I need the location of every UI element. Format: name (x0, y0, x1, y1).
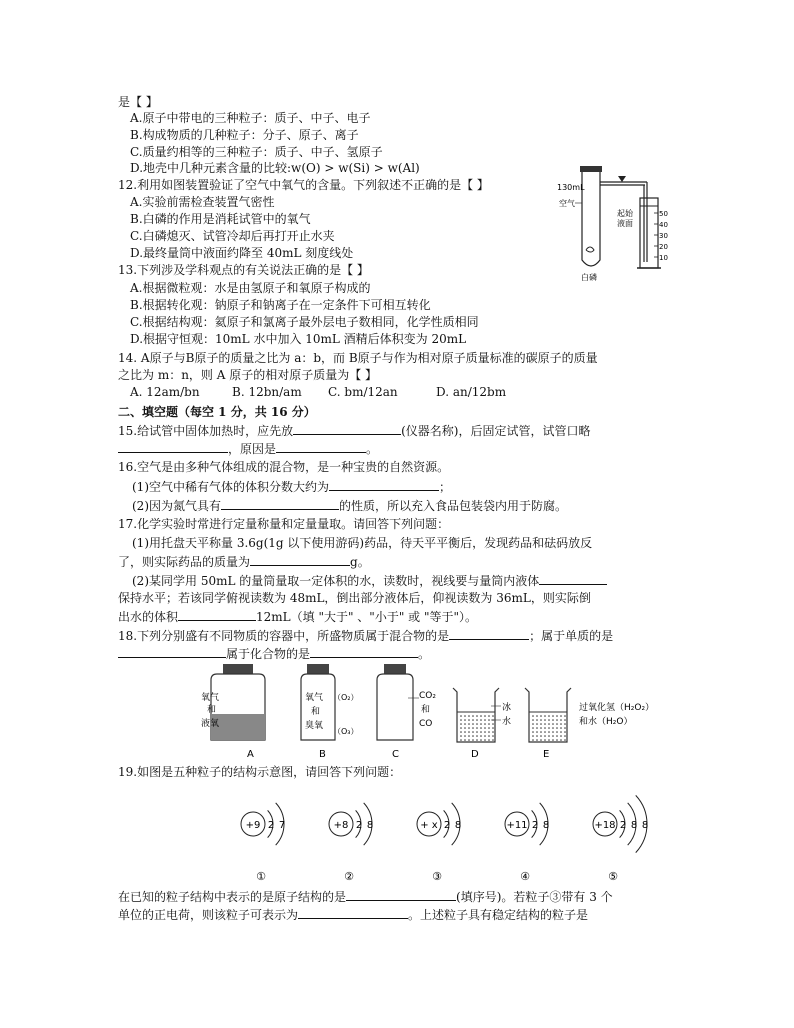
q18-blank-3[interactable] (310, 645, 418, 658)
q17-blank-3[interactable] (178, 608, 256, 621)
shell-electron-count: 8 (641, 820, 649, 831)
q11-option-a: A.原子中带电的三种粒子：质子、中子、电子 (130, 111, 371, 125)
q15-blank-3[interactable] (276, 440, 366, 453)
particle-diagram (593, 795, 648, 883)
nucleus-charge: +9 (245, 820, 261, 831)
q15-blank-2[interactable] (118, 440, 228, 453)
q15-blank-1[interactable] (293, 422, 401, 435)
q19-text-1: 在已知的粒子结构中表示的是原子结构的是 (118, 890, 347, 904)
q19-line-1 (118, 888, 613, 905)
q13-stem: 13.下列涉及学科观点的有关说法正确的是【 】 (118, 263, 369, 277)
q17-blank-1[interactable] (250, 553, 350, 566)
apparatus-level-label-1: 起始 (617, 209, 633, 218)
container-b-line-1: 氧气 (305, 693, 324, 703)
q17-part2-line-3 (118, 608, 477, 625)
q15-line-1 (118, 422, 590, 439)
q13-option-c: C.根据结构观：氦原子和氯离子最外层电子数相同，化学性质相同 (130, 315, 479, 329)
q11-option-c: C.质量约相等的三种粒子：质子、中子、氢原子 (130, 145, 383, 159)
container-b-label: B (319, 749, 326, 760)
particle-diagram (241, 803, 285, 883)
q19-text-2: (填序号)。若粒子③带有 3 个 (456, 890, 613, 904)
beaker-e-label: E (543, 749, 550, 760)
shell-electron-count: 7 (278, 820, 286, 831)
measuring-cylinder-icon (640, 198, 658, 268)
q17-text-5: 12mL（填 "大于" 、"小于" 或 "等于"）。 (256, 610, 478, 624)
container-a (201, 664, 265, 760)
nucleus-charge: +18 (594, 820, 616, 831)
particle-number-label: ⑤ (608, 870, 618, 883)
q15-text-1: 15.给试管中固体加热时，应先放 (118, 424, 294, 438)
q11-tail: 是【 】 (118, 95, 158, 109)
beaker-e (525, 688, 654, 760)
beaker-d-line-1: 冰 (502, 703, 512, 713)
particle-number-label: ② (344, 870, 354, 883)
shell-electron-count: 8 (366, 820, 374, 831)
q17-text-4: 出水的体积 (118, 610, 179, 624)
shell-electron-count: 2 (619, 820, 627, 831)
particle-diagram (505, 803, 549, 883)
q18-line-2 (118, 645, 430, 662)
q12-option-d: D.最终量筒中液面约降至 40mL 刻度线处 (130, 246, 354, 260)
q17-stem: 17.化学实验时常进行定量称量和定量量取。请回答下列问题： (118, 517, 450, 531)
q18-blank-2[interactable] (118, 645, 226, 658)
q19-stem: 19.如图是五种粒子的结构示意图，请回答下列问题： (118, 765, 402, 779)
container-a-label: A (247, 749, 254, 760)
q14-option-c: C. bm/12an (328, 385, 398, 399)
cylinder-tick-label: 50 (659, 210, 668, 218)
q19-text-3: 单位的正电荷，则该粒子可表示为 (118, 908, 299, 922)
q19-text-4: 。上述粒子具有稳定结构的粒子是 (408, 908, 589, 922)
q18-text-4: 。 (418, 647, 431, 661)
q18-text-1: 18.下列分别盛有不同物质的容器中，所盛物质属于混合物的是 (118, 629, 450, 643)
q15-text-2: (仪器名称)，后固定试管，试管口略 (401, 424, 591, 438)
q14-option-a: A. 12am/bn (130, 385, 200, 399)
q14-option-b: B. 12bn/am (232, 385, 302, 399)
q17-text-3: (2)某同学用 50mL 的量筒量取一定体积的水，读数时，视线要与量筒内液体 (132, 574, 540, 588)
q12-stem: 12.利用如图装置验证了空气中氧气的含量。下列叙述不正确的是【 】 (118, 178, 489, 192)
shell-electron-count: 8 (454, 820, 462, 831)
q15-text-4: 。 (366, 442, 379, 456)
q17-text-2: g。 (350, 555, 370, 569)
q12-option-a: A.实验前需检查装置气密性 (130, 195, 275, 209)
container-c-label: C (392, 749, 399, 760)
cylinder-tick-label: 40 (659, 221, 668, 229)
container-b (301, 664, 359, 760)
container-a-line-3: 液氧 (201, 719, 220, 729)
cylinder-tick-label: 10 (659, 254, 668, 262)
q18-text-2: ；属于单质的是 (529, 629, 614, 643)
container-c-line-1: CO₂ (419, 691, 436, 701)
apparatus-air-label: 空气 (559, 199, 575, 208)
shell-electron-count: 8 (630, 820, 638, 831)
container-c-line-2: 和 (421, 705, 431, 715)
oxygen-apparatus-figure (555, 160, 675, 282)
q16-stem: 16.空气是由多种气体组成的混合物，是一种宝贵的自然资源。 (118, 460, 450, 474)
beaker-d-line-2: 水 (502, 717, 512, 727)
q19-line-2 (118, 906, 588, 923)
q14-option-d: D. an/12bm (436, 385, 507, 399)
q11-option-b: B.构成物质的几种粒子：分子、原子、离子 (130, 128, 359, 142)
cylinder-tick-label: 30 (659, 232, 668, 240)
q16-text-3: (2)因为氮气具有 (132, 499, 221, 513)
q18-line-1 (118, 627, 613, 644)
q16-text-1: (1)空气中稀有气体的体积分数大约为 (132, 480, 329, 494)
stopper-icon (580, 166, 602, 172)
q19-blank-2[interactable] (298, 906, 408, 919)
particle-diagram (329, 803, 373, 883)
shell-electron-count: 2 (531, 820, 539, 831)
clamp-icon (618, 176, 626, 182)
shell-electron-count: 2 (355, 820, 363, 831)
beaker-d (453, 688, 511, 760)
nucleus-charge: +8 (333, 820, 349, 831)
beaker-e-line-2: 和水（H₂O） (579, 717, 633, 727)
q16-line-2 (132, 497, 567, 514)
container-a-line-1: 氧气 (201, 693, 220, 703)
cylinder-tick-labels (654, 210, 668, 262)
q12-option-b: B.白磷的作用是消耗试管中的氧气 (130, 212, 311, 226)
q17-blank-2[interactable] (539, 572, 607, 585)
nucleus-charge: +11 (506, 820, 528, 831)
particle-number-label: ④ (520, 870, 530, 883)
shell-electron-count: 2 (443, 820, 451, 831)
q17-part2-line-1 (132, 572, 607, 589)
q18-text-3: 属于化合物的是 (226, 647, 311, 661)
q16-blank-2[interactable] (221, 497, 339, 510)
container-a-line-2: 和 (207, 705, 217, 715)
particle-number-label: ③ (432, 870, 442, 883)
q19-blank-1[interactable] (346, 888, 456, 901)
q13-option-b: B.根据转化观：钠原子和钠离子在一定条件下可相互转化 (130, 298, 431, 312)
particle-diagram (417, 803, 461, 883)
q17-part1-line-1: (1)用托盘天平称量 3.6g(1g 以下使用游码)药品，待天平平衡后，发现药品和砝码放反 (132, 536, 593, 550)
q13-option-a: A.根据微粒观：水是由氢原子和氧原子构成的 (130, 281, 371, 295)
nucleus-charge: + x (420, 820, 438, 831)
particle-structures-figure (225, 784, 665, 884)
container-c (377, 664, 436, 760)
q17-part1-line-2 (118, 553, 370, 570)
section-heading: 二、填空题（每空 1 分，共 16 分） (118, 405, 316, 419)
q17-part2-line-2: 保持水平；若该同学俯视读数为 48mL，倒出部分液体后，仰视读数为 36mL，则实际倒 (118, 591, 591, 605)
containers-figure (195, 662, 715, 762)
particle-number-label: ① (256, 870, 266, 883)
q15-line-2 (118, 440, 378, 457)
cylinder-tick-label: 20 (659, 243, 668, 251)
container-b-formula-2: （O₃） (333, 727, 359, 736)
beaker-e-line-1: 过氧化氢（H₂O₂） (579, 703, 655, 713)
q16-line-1 (132, 478, 451, 495)
apparatus-volume-label: 130mL (557, 183, 585, 192)
q14-stem-2: 之比为 m：n，则 A 原子的相对原子质量为【 】 (118, 368, 378, 382)
q14-stem-1: 14. A原子与B原子的质量之比为 a：b，而 B原子与作为相对原子质量标准的碳原子的质量 (118, 351, 598, 365)
q12-option-c: C.白磷熄灭、试管冷却后再打开止水夹 (130, 229, 335, 243)
container-c-line-3: CO (419, 719, 433, 729)
q15-text-3: ，原因是 (228, 442, 277, 456)
q18-blank-1[interactable] (449, 627, 529, 640)
q17-text-1: 了，则实际药品的质量为 (118, 555, 251, 569)
apparatus-level-label-2: 液面 (617, 219, 633, 228)
q16-text-4: 的性质，所以充入食品包装袋内用于防腐。 (339, 499, 568, 513)
beaker-d-label: D (471, 749, 479, 760)
shell-electron-count: 2 (267, 820, 275, 831)
q13-option-d: D.根据守恒观：10mL 水中加入 10mL 酒精后体积变为 20mL (130, 332, 467, 346)
apparatus-phosphorus-label: 白磷 (581, 273, 597, 282)
container-b-formula-1: （O₂） (333, 693, 359, 702)
container-b-line-2: 和 (311, 707, 321, 717)
q11-option-d: D.地壳中几种元素含量的比较:w(O) > w(Si) > w(Al) (130, 161, 420, 175)
container-b-line-3: 臭氧 (305, 721, 324, 731)
q16-blank-1[interactable] (329, 478, 439, 491)
shell-electron-count: 8 (542, 820, 550, 831)
q16-text-2: ； (439, 480, 452, 494)
